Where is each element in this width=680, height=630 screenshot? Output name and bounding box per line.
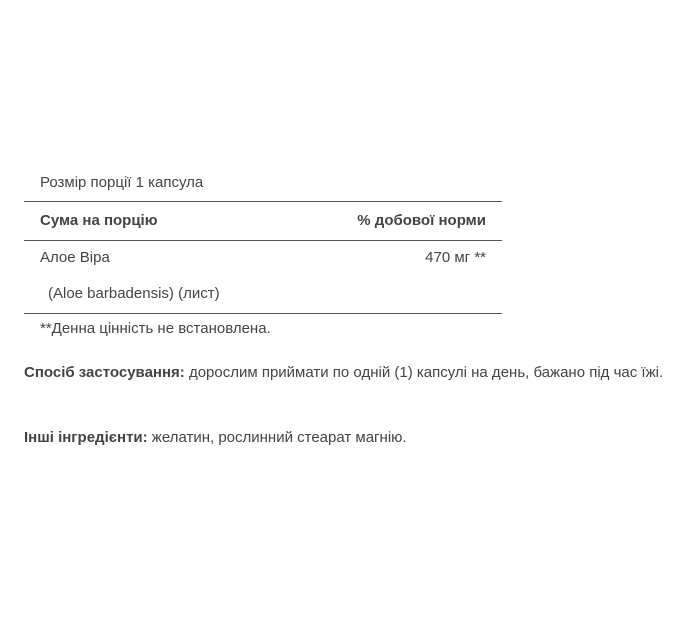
- supplement-facts-table: [24, 201, 502, 314]
- ingredient-amount: 470 мг **: [425, 249, 486, 266]
- usage-paragraph: [24, 362, 664, 383]
- ingredient-latin-name: (Aloe barbadensis) (лист): [48, 285, 220, 302]
- serving-size: Розмір порції 1 капсула: [40, 174, 204, 191]
- table-header-row: [24, 202, 502, 240]
- usage-text: дорослим приймати по одній (1) капсулі на день, бажано під час їжі.: [184, 364, 664, 381]
- other-ingredients-label: Інші інгредієнти:: [24, 429, 148, 446]
- table-row: [24, 241, 502, 313]
- header-amount-per-serving: Сума на порцію: [40, 212, 158, 229]
- other-ingredients-paragraph: [24, 427, 664, 448]
- table-bottom-rule: [24, 313, 502, 314]
- ingredient-name: Алое Віра: [40, 249, 110, 266]
- usage-label: Спосіб застосування:: [24, 364, 185, 381]
- footnote: **Денна цінність не встановлена.: [40, 320, 271, 337]
- header-daily-value: % добової норми: [357, 212, 486, 229]
- other-ingredients-text: желатин, рослинний стеарат магнію.: [147, 429, 407, 446]
